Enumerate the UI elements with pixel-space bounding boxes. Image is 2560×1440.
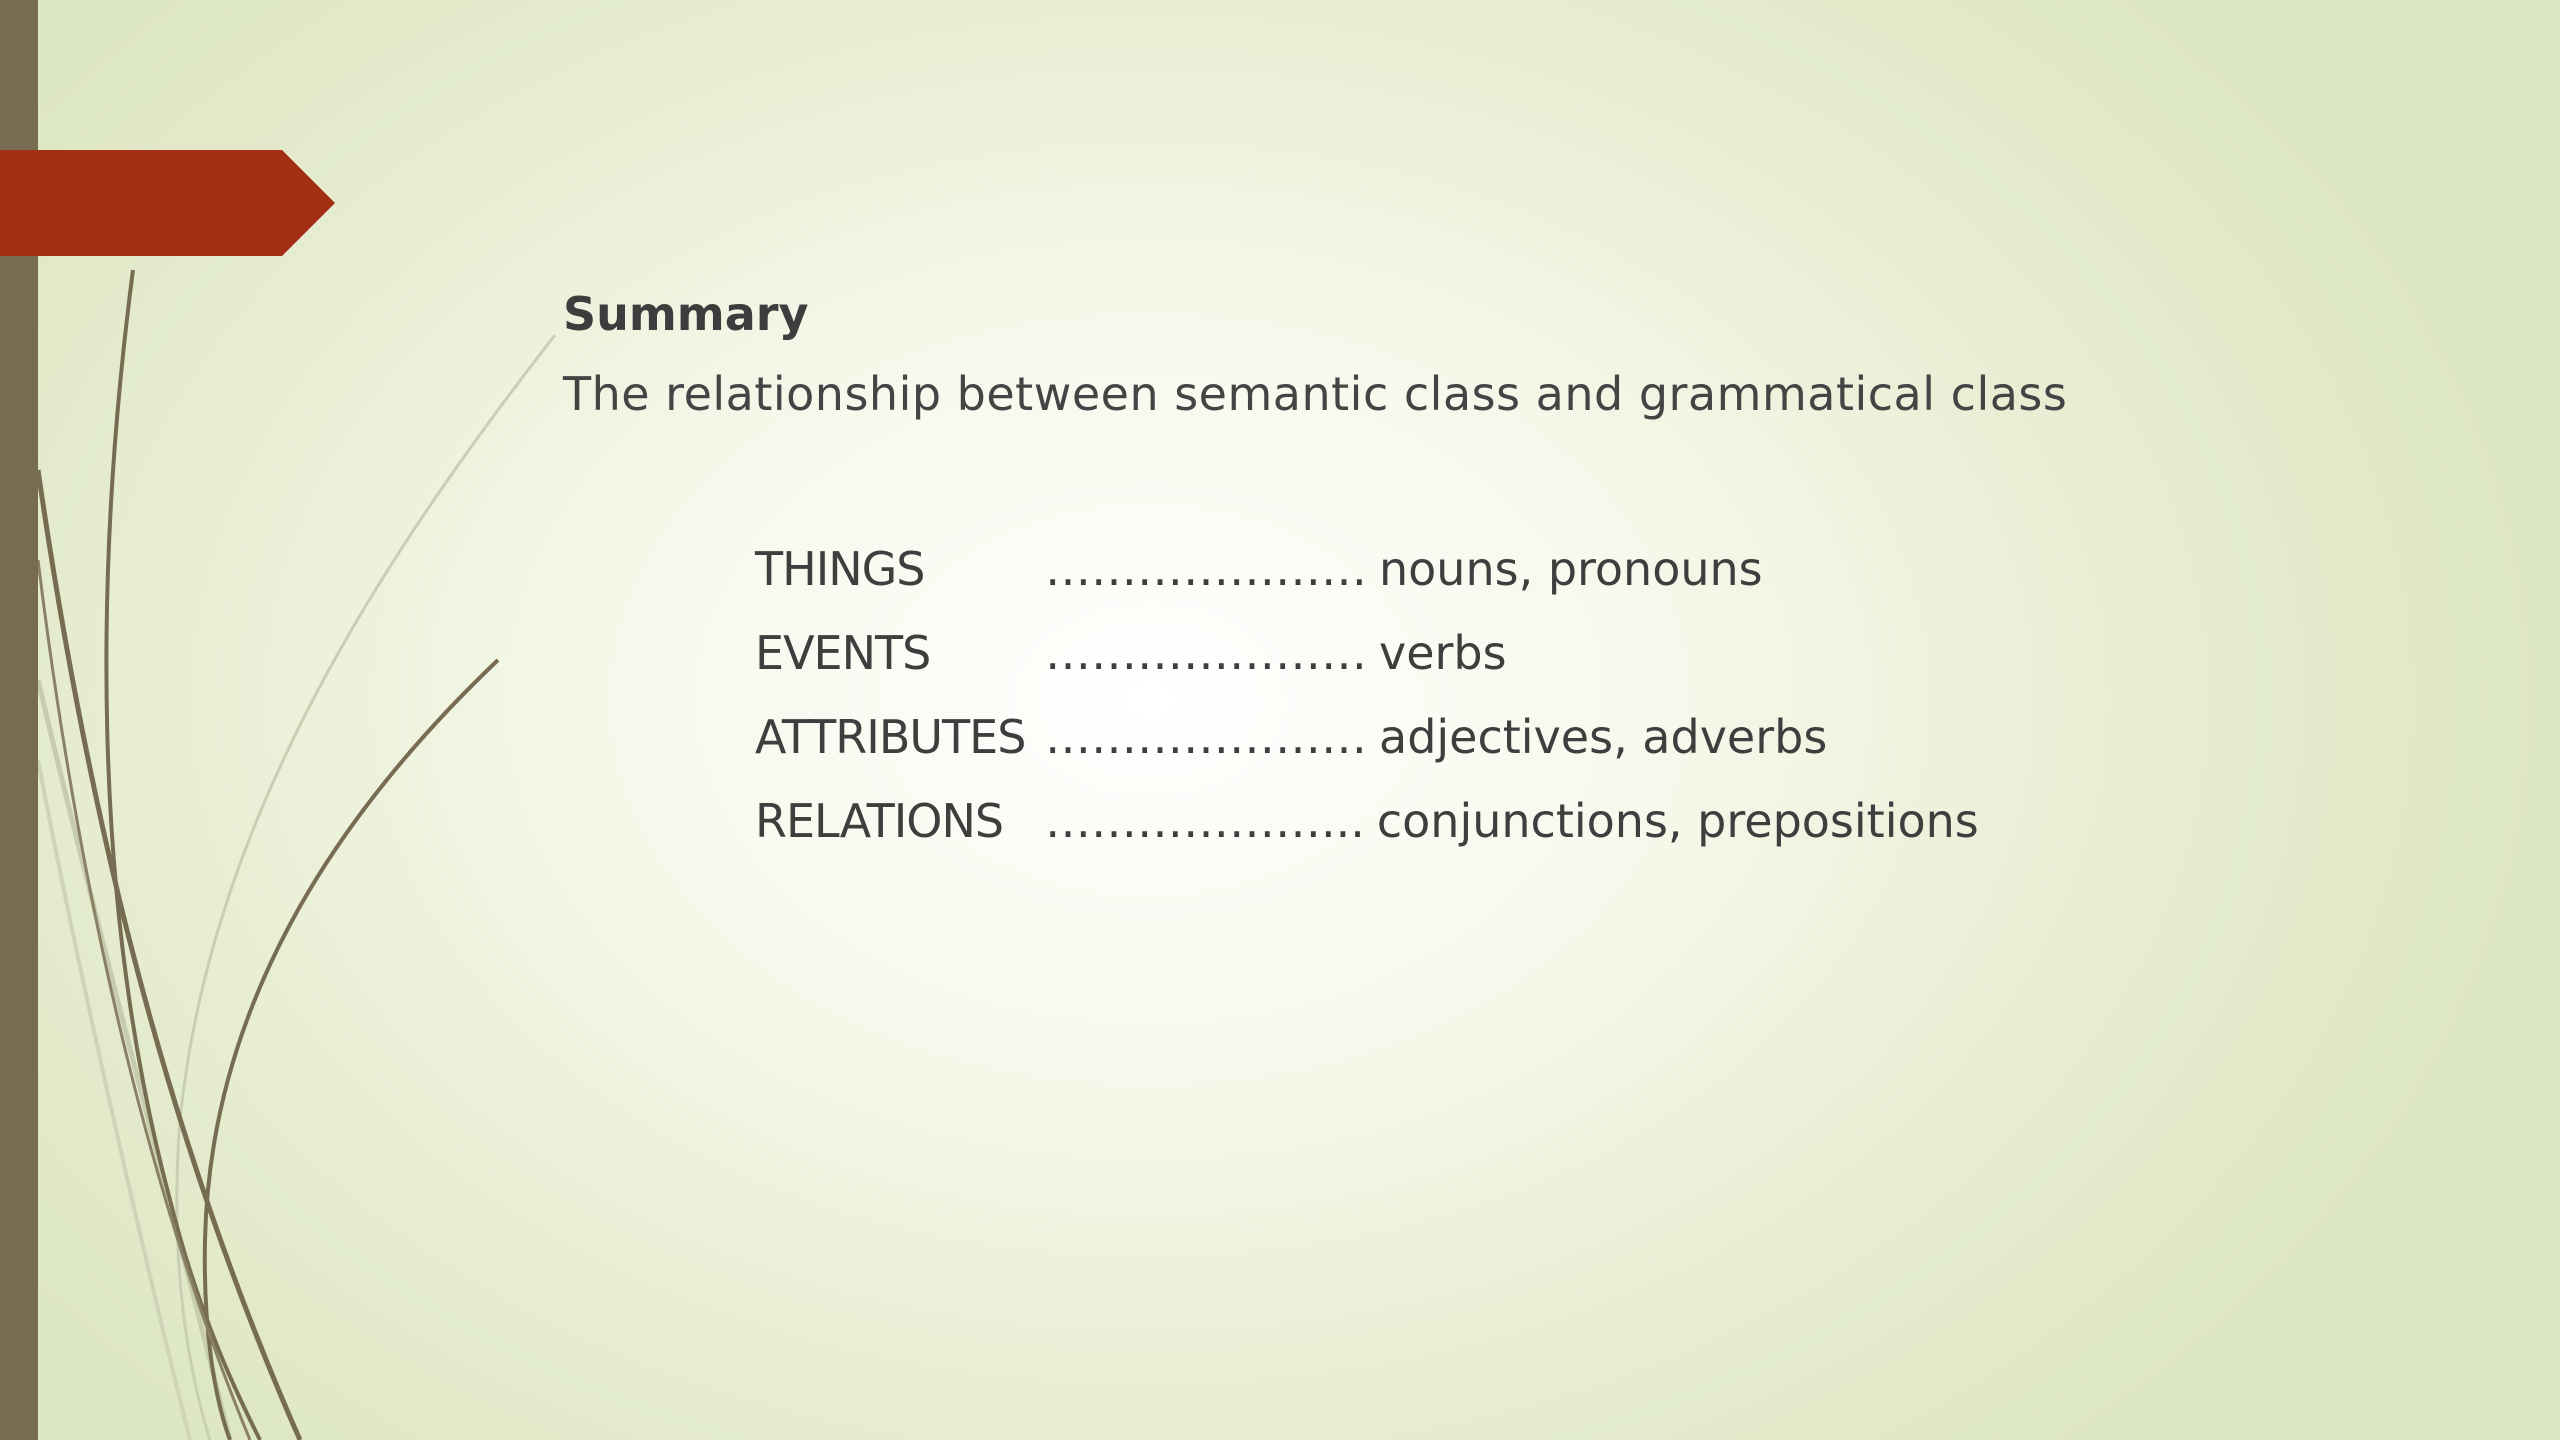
slide-content (563, 280, 2163, 428)
slide-heading: Summary (563, 287, 809, 341)
semantic-class-label: THINGS (755, 542, 925, 596)
dot-leader: ………………… (1045, 710, 1367, 764)
slide-subtitle: The relationship between semantic class and grammatical class (563, 367, 2068, 421)
semantic-class-label: RELATIONS (755, 794, 1004, 848)
mapping-row-things (755, 535, 2355, 619)
grammatical-class-label: nouns, pronouns (1379, 542, 1763, 596)
semantic-class-label: ATTRIBUTES (755, 710, 1026, 764)
grammatical-class-label: adjectives, adverbs (1379, 710, 1828, 764)
mapping-row-events (755, 619, 2355, 703)
semantic-class-label: EVENTS (755, 626, 931, 680)
mapping-row-attributes (755, 703, 2355, 787)
grammatical-class-label: conjunctions, prepositions (1376, 794, 1979, 848)
mapping-row-relations (755, 787, 2355, 871)
grammatical-class-label: verbs (1379, 626, 1507, 680)
class-mapping-list (755, 535, 2355, 871)
dot-leader: ………………… (1045, 626, 1367, 680)
dot-leader: ………………… (1045, 542, 1367, 596)
accent-arrow-tab (0, 150, 335, 256)
dot-leader: ………………... (1045, 794, 1365, 848)
